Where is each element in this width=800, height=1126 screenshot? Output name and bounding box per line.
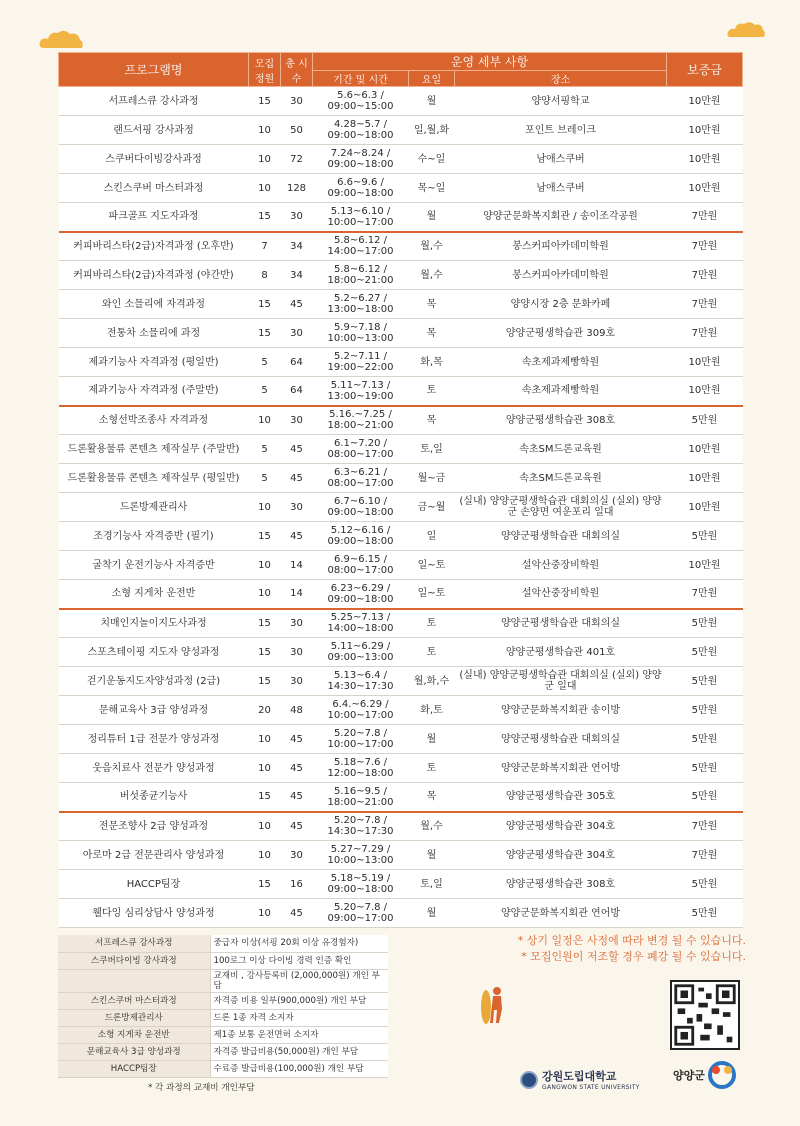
day-value: 수~일: [409, 145, 455, 174]
hours-value: 48: [281, 696, 313, 725]
table-row: [59, 232, 743, 261]
yangyang-emblem-icon: [707, 1060, 737, 1090]
day-value: 토,일: [409, 870, 455, 899]
place-value: 설악산중장비학원: [455, 580, 667, 609]
program-name: 정리튜터 1급 전문가 양성과정: [59, 725, 249, 754]
deposit-value: 7만원: [667, 203, 743, 232]
yangyang-logo: [673, 1060, 737, 1090]
hours-value: 64: [281, 377, 313, 406]
program-name: 아로마 2급 전문관리사 양성과정: [59, 841, 249, 870]
capacity-value: 10: [249, 145, 281, 174]
note-requirement: 제1종 보통 운전면허 소지자: [210, 1026, 388, 1043]
place-value: 양양군평생학습관 309호: [455, 319, 667, 348]
table-row: [59, 870, 743, 899]
period-value: 5.18~7.6 / 12:00~18:00: [313, 754, 409, 783]
deposit-value: 10만원: [667, 145, 743, 174]
program-name: 굴착기 운전기능사 자격증반: [59, 551, 249, 580]
day-value: 목: [409, 319, 455, 348]
note-row: [58, 952, 388, 969]
day-value: 목: [409, 406, 455, 435]
note-course: 스킨스쿠버 마스터과정: [58, 992, 210, 1009]
place-value: 양양시장 2층 문화카페: [455, 290, 667, 319]
deposit-value: 10만원: [667, 174, 743, 203]
period-value: 7.24~8.24 / 09:00~18:00: [313, 145, 409, 174]
hours-value: 30: [281, 609, 313, 638]
hours-value: 14: [281, 551, 313, 580]
capacity-value: 10: [249, 899, 281, 928]
day-value: 화,목: [409, 348, 455, 377]
university-name-en: GANGWON STATE UNIVERSITY: [542, 1084, 640, 1091]
note-row: [58, 1026, 388, 1043]
deposit-value: 7만원: [667, 580, 743, 609]
yangyang-name: 양양군: [673, 1069, 705, 1082]
program-name: 커피바리스타(2급)자격과정 (오후반): [59, 232, 249, 261]
capacity-value: 15: [249, 203, 281, 232]
period-value: 5.20~7.8 / 14:30~17:30: [313, 812, 409, 841]
hours-value: 45: [281, 899, 313, 928]
place-value: 속초제과제빵학원: [455, 348, 667, 377]
note-footnote: * 각 과정의 교재비 개인부담: [148, 1082, 255, 1093]
day-value: 토: [409, 377, 455, 406]
place-value: 양양군평생학습관 대회의실: [455, 522, 667, 551]
place-value: 양양군평생학습관 304호: [455, 812, 667, 841]
place-value: 양양군평생학습관 대회의실: [455, 725, 667, 754]
warning-notices: [480, 933, 746, 965]
program-name: 치매인지놀이지도사과정: [59, 609, 249, 638]
table-row: [59, 290, 743, 319]
place-value: 봉스커피아카데미학원: [455, 261, 667, 290]
program-name: 걷기운동지도자양성과정 (2급): [59, 667, 249, 696]
day-value: 월,수: [409, 261, 455, 290]
deposit-value: 7만원: [667, 841, 743, 870]
place-value: 양양군평생학습관 대회의실: [455, 609, 667, 638]
note-course: 스쿠버다이빙 강사과정: [58, 952, 210, 969]
capacity-value: 10: [249, 406, 281, 435]
note-course: [58, 969, 210, 992]
period-value: 5.6~6.3 / 09:00~15:00: [313, 87, 409, 116]
period-value: 5.12~6.16 / 09:00~18:00: [313, 522, 409, 551]
program-name: 웰다잉 심리상담사 양성과정: [59, 899, 249, 928]
deposit-value: 10만원: [667, 377, 743, 406]
table-row: [59, 841, 743, 870]
period-value: 5.13~6.4 / 14:30~17:30: [313, 667, 409, 696]
program-name: 소형선박조종사 자격과정: [59, 406, 249, 435]
place-value: 속초SM드론교육원: [455, 435, 667, 464]
header-capacity: 모집 정원: [249, 53, 281, 87]
capacity-value: 8: [249, 261, 281, 290]
warning-cancel: * 모집인원이 저조할 경우 폐강 될 수 있습니다.: [521, 950, 746, 963]
program-name: 버섯종균기능사: [59, 783, 249, 812]
day-value: 월: [409, 87, 455, 116]
program-name: 드론방제관리사: [59, 493, 249, 522]
table-row: [59, 696, 743, 725]
period-value: 5.8~6.12 / 18:00~21:00: [313, 261, 409, 290]
capacity-value: 10: [249, 116, 281, 145]
cloud-decoration-left: [38, 28, 84, 50]
hours-value: 45: [281, 725, 313, 754]
note-requirement: 수료증 발급비용(100,000원) 개인 부담: [210, 1060, 388, 1077]
program-name: 드론활용물류 콘텐츠 제작실무 (주말반): [59, 435, 249, 464]
day-value: 월,수: [409, 812, 455, 841]
capacity-value: 10: [249, 812, 281, 841]
capacity-value: 10: [249, 174, 281, 203]
deposit-value: 5만원: [667, 754, 743, 783]
program-name: 소형 지게차 운전반: [59, 580, 249, 609]
day-value: 화,토: [409, 696, 455, 725]
hours-value: 45: [281, 522, 313, 551]
hours-value: 30: [281, 493, 313, 522]
table-row: [59, 580, 743, 609]
deposit-value: 10만원: [667, 551, 743, 580]
program-rows: [59, 87, 743, 928]
period-value: 6.7~6.10 / 09:00~18:00: [313, 493, 409, 522]
capacity-value: 5: [249, 464, 281, 493]
deposit-value: 10만원: [667, 493, 743, 522]
capacity-value: 15: [249, 783, 281, 812]
period-value: 5.25~7.13 / 14:00~18:00: [313, 609, 409, 638]
table-row: [59, 899, 743, 928]
note-row: [58, 1060, 388, 1077]
table-row: [59, 116, 743, 145]
hours-value: 45: [281, 435, 313, 464]
place-value: 양양군평생학습관 308호: [455, 406, 667, 435]
deposit-value: 10만원: [667, 464, 743, 493]
period-value: 5.16.~7.25 / 18:00~21:00: [313, 406, 409, 435]
day-value: 일~토: [409, 551, 455, 580]
day-value: 토: [409, 609, 455, 638]
table-row: [59, 725, 743, 754]
note-row: [58, 1009, 388, 1026]
table-row: [59, 435, 743, 464]
day-value: 월: [409, 725, 455, 754]
place-value: (실내) 양양군평생학습관 대회의실 (실외) 양양군 일대: [455, 667, 667, 696]
place-value: 속초제과제빵학원: [455, 377, 667, 406]
hours-value: 30: [281, 406, 313, 435]
program-name: 스쿠버다이빙강사과정: [59, 145, 249, 174]
place-value: 설악산중장비학원: [455, 551, 667, 580]
requirements-note: [58, 935, 388, 1093]
place-value: 양양군평생학습관 305호: [455, 783, 667, 812]
program-name: 조경기능사 자격증반 (필기): [59, 522, 249, 551]
period-value: 6.9~6.15 / 08:00~17:00: [313, 551, 409, 580]
program-table: [58, 52, 743, 928]
day-value: 월~금: [409, 464, 455, 493]
table-row: [59, 377, 743, 406]
table-row: [59, 551, 743, 580]
deposit-value: 5만원: [667, 870, 743, 899]
capacity-value: 15: [249, 522, 281, 551]
deposit-value: 5만원: [667, 406, 743, 435]
deposit-value: 10만원: [667, 348, 743, 377]
program-name: 전통차 소믈리에 과정: [59, 319, 249, 348]
program-name: 웃음치료사 전문가 양성과정: [59, 754, 249, 783]
period-value: 6.3~6.21 / 08:00~17:00: [313, 464, 409, 493]
hours-value: 30: [281, 841, 313, 870]
deposit-value: 5만원: [667, 667, 743, 696]
program-name: 문해교육사 3급 양성과정: [59, 696, 249, 725]
note-requirement: 100로그 이상 다이빙 경력 인증 확인: [210, 952, 388, 969]
period-value: 5.2~7.11 / 19:00~22:00: [313, 348, 409, 377]
hours-value: 128: [281, 174, 313, 203]
header-deposit: 보증금: [667, 53, 743, 87]
day-value: 일,월,화: [409, 116, 455, 145]
program-table-wrapper: [58, 52, 742, 928]
day-value: 월,수: [409, 232, 455, 261]
table-row: [59, 261, 743, 290]
day-value: 월: [409, 899, 455, 928]
day-value: 월,화,수: [409, 667, 455, 696]
deposit-value: 10만원: [667, 435, 743, 464]
day-value: 목~일: [409, 174, 455, 203]
program-name: 파크골프 지도자과정: [59, 203, 249, 232]
deposit-value: 7만원: [667, 812, 743, 841]
cloud-decoration-right: [726, 20, 766, 38]
note-course: HACCP팀장: [58, 1060, 210, 1077]
hours-value: 14: [281, 580, 313, 609]
period-value: 5.20~7.8 / 10:00~17:00: [313, 725, 409, 754]
header-hours: 총 시수: [281, 53, 313, 87]
hours-value: 64: [281, 348, 313, 377]
deposit-value: 5만원: [667, 783, 743, 812]
deposit-value: 5만원: [667, 696, 743, 725]
period-value: 5.8~6.12 / 14:00~17:00: [313, 232, 409, 261]
hours-value: 30: [281, 87, 313, 116]
table-row: [59, 783, 743, 812]
deposit-value: 5만원: [667, 638, 743, 667]
place-value: 양양서핑학교: [455, 87, 667, 116]
place-value: 봉스커피아카데미학원: [455, 232, 667, 261]
period-value: 5.11~6.29 / 09:00~13:00: [313, 638, 409, 667]
period-value: 6.23~6.29 / 09:00~18:00: [313, 580, 409, 609]
header-ops: 운영 세부 사항: [313, 53, 667, 71]
warning-schedule: * 상기 일정은 사정에 따라 변경 될 수 있습니다.: [517, 934, 746, 947]
table-row: [59, 667, 743, 696]
deposit-value: 7만원: [667, 232, 743, 261]
day-value: 월: [409, 841, 455, 870]
capacity-value: 5: [249, 348, 281, 377]
capacity-value: 10: [249, 493, 281, 522]
note-requirement: 자격증 발급비용(50,000원) 개인 부담: [210, 1043, 388, 1060]
capacity-value: 15: [249, 667, 281, 696]
table-row: [59, 609, 743, 638]
capacity-value: 10: [249, 754, 281, 783]
hours-value: 45: [281, 812, 313, 841]
table-row: [59, 406, 743, 435]
table-row: [59, 493, 743, 522]
hours-value: 30: [281, 638, 313, 667]
note-course: 문해교육사 3급 양성과정: [58, 1043, 210, 1060]
capacity-value: 15: [249, 290, 281, 319]
program-name: 스포츠테이핑 지도자 양성과정: [59, 638, 249, 667]
deposit-value: 7만원: [667, 290, 743, 319]
hours-value: 72: [281, 145, 313, 174]
deposit-value: 10만원: [667, 87, 743, 116]
header-program: 프로그램명: [59, 53, 249, 87]
hours-value: 30: [281, 667, 313, 696]
hours-value: 45: [281, 783, 313, 812]
hours-value: 34: [281, 232, 313, 261]
table-row: [59, 145, 743, 174]
note-row: [58, 1043, 388, 1060]
program-name: 제과기능사 자격과정 (평일반): [59, 348, 249, 377]
university-name: 강원도립대학교: [542, 1070, 617, 1083]
note-course: 드론방제관리사: [58, 1009, 210, 1026]
day-value: 토: [409, 638, 455, 667]
hours-value: 34: [281, 261, 313, 290]
note-course: 서프레스큐 강사과정: [58, 935, 210, 952]
period-value: 5.13~6.10 / 10:00~17:00: [313, 203, 409, 232]
deposit-value: 5만원: [667, 725, 743, 754]
program-name: 제과기능사 자격과정 (주말반): [59, 377, 249, 406]
note-row: [58, 969, 388, 992]
header-period: 기간 및 시간: [313, 71, 409, 87]
table-row: [59, 638, 743, 667]
hours-value: 16: [281, 870, 313, 899]
day-value: 금~월: [409, 493, 455, 522]
deposit-value: 7만원: [667, 261, 743, 290]
place-value: 포인트 브레이크: [455, 116, 667, 145]
table-row: [59, 348, 743, 377]
period-value: 5.20~7.8 / 09:00~17:00: [313, 899, 409, 928]
period-value: 6.4.~6.29 / 10:00~17:00: [313, 696, 409, 725]
program-name: 전문조향사 2급 양성과정: [59, 812, 249, 841]
table-row: [59, 464, 743, 493]
place-value: 양양군문화복지회관 연어방: [455, 899, 667, 928]
place-value: 양양군문화복지회관 송이방: [455, 696, 667, 725]
program-name: HACCP팀장: [59, 870, 249, 899]
place-value: 양양군평생학습관 304호: [455, 841, 667, 870]
period-value: 5.27~7.29 / 10:00~13:00: [313, 841, 409, 870]
deposit-value: 5만원: [667, 522, 743, 551]
qr-code-icon[interactable]: [670, 980, 740, 1050]
program-name: 서프레스큐 강사과정: [59, 87, 249, 116]
capacity-value: 15: [249, 870, 281, 899]
table-row: [59, 522, 743, 551]
program-name: 랜드서핑 강사과정: [59, 116, 249, 145]
hours-value: 30: [281, 319, 313, 348]
period-value: 5.2~6.27 / 13:00~18:00: [313, 290, 409, 319]
hours-value: 45: [281, 754, 313, 783]
day-value: 목: [409, 290, 455, 319]
program-name: 커피바리스타(2급)자격과정 (야간반): [59, 261, 249, 290]
deposit-value: 5만원: [667, 899, 743, 928]
note-row: [58, 935, 388, 952]
university-emblem-icon: [520, 1071, 538, 1089]
place-value: 양양군평생학습관 308호: [455, 870, 667, 899]
note-requirement: 교재비 , 강사등록비 (2,000,000원) 개인 부담: [210, 969, 388, 992]
day-value: 토: [409, 754, 455, 783]
place-value: 양양군문화복지회관 / 송이조각공원: [455, 203, 667, 232]
day-value: 목: [409, 783, 455, 812]
table-row: [59, 87, 743, 116]
capacity-value: 15: [249, 87, 281, 116]
period-value: 4.28~5.7 / 09:00~18:00: [313, 116, 409, 145]
capacity-value: 7: [249, 232, 281, 261]
capacity-value: 15: [249, 319, 281, 348]
capacity-value: 20: [249, 696, 281, 725]
place-value: 남애스쿠버: [455, 174, 667, 203]
program-name: 와인 소믈리에 자격과정: [59, 290, 249, 319]
day-value: 일: [409, 522, 455, 551]
note-requirement: 중급자 이상(서핑 20회 이상 유경험자): [210, 935, 388, 952]
capacity-value: 5: [249, 377, 281, 406]
hours-value: 50: [281, 116, 313, 145]
capacity-value: 15: [249, 638, 281, 667]
capacity-value: 10: [249, 551, 281, 580]
period-value: 5.11~7.13 / 13:00~19:00: [313, 377, 409, 406]
period-value: 5.18~5.19 / 09:00~18:00: [313, 870, 409, 899]
capacity-value: 10: [249, 725, 281, 754]
deposit-value: 5만원: [667, 609, 743, 638]
capacity-value: 10: [249, 580, 281, 609]
note-course: 소형 지게차 운전반: [58, 1026, 210, 1043]
header-day: 요일: [409, 71, 455, 87]
table-row: [59, 319, 743, 348]
hours-value: 45: [281, 464, 313, 493]
day-value: 토,일: [409, 435, 455, 464]
note-requirement: 자격증 비용 일부(900,000원) 개인 부담: [210, 992, 388, 1009]
capacity-value: 10: [249, 841, 281, 870]
place-value: 속초SM드론교육원: [455, 464, 667, 493]
day-value: 일~토: [409, 580, 455, 609]
table-row: [59, 812, 743, 841]
requirements-table: [58, 935, 388, 1078]
deposit-value: 10만원: [667, 116, 743, 145]
program-name: 스킨스쿠버 마스터과정: [59, 174, 249, 203]
header-place: 장소: [455, 71, 667, 87]
university-logo: [520, 1068, 640, 1091]
table-row: [59, 174, 743, 203]
note-row: [58, 992, 388, 1009]
place-value: 남애스쿠버: [455, 145, 667, 174]
hours-value: 45: [281, 290, 313, 319]
day-value: 월: [409, 203, 455, 232]
hours-value: 30: [281, 203, 313, 232]
note-requirement: 드론 1종 자격 소지자: [210, 1009, 388, 1026]
place-value: 양양군평생학습관 401호: [455, 638, 667, 667]
capacity-value: 5: [249, 435, 281, 464]
place-value: (실내) 양양군평생학습관 대회의실 (실외) 양양군 손양면 여운포리 일대: [455, 493, 667, 522]
period-value: 5.9~7.18 / 10:00~13:00: [313, 319, 409, 348]
table-row: [59, 754, 743, 783]
deposit-value: 7만원: [667, 319, 743, 348]
period-value: 5.16~9.5 / 18:00~21:00: [313, 783, 409, 812]
table-row: [59, 203, 743, 232]
program-name: 드론활용물류 콘텐츠 제작실무 (평일반): [59, 464, 249, 493]
period-value: 6.1~7.20 / 08:00~17:00: [313, 435, 409, 464]
capacity-value: 15: [249, 609, 281, 638]
surfer-figure-icon: [478, 985, 508, 1025]
place-value: 양양군문화복지회관 연어방: [455, 754, 667, 783]
period-value: 6.6~9.6 / 09:00~18:00: [313, 174, 409, 203]
